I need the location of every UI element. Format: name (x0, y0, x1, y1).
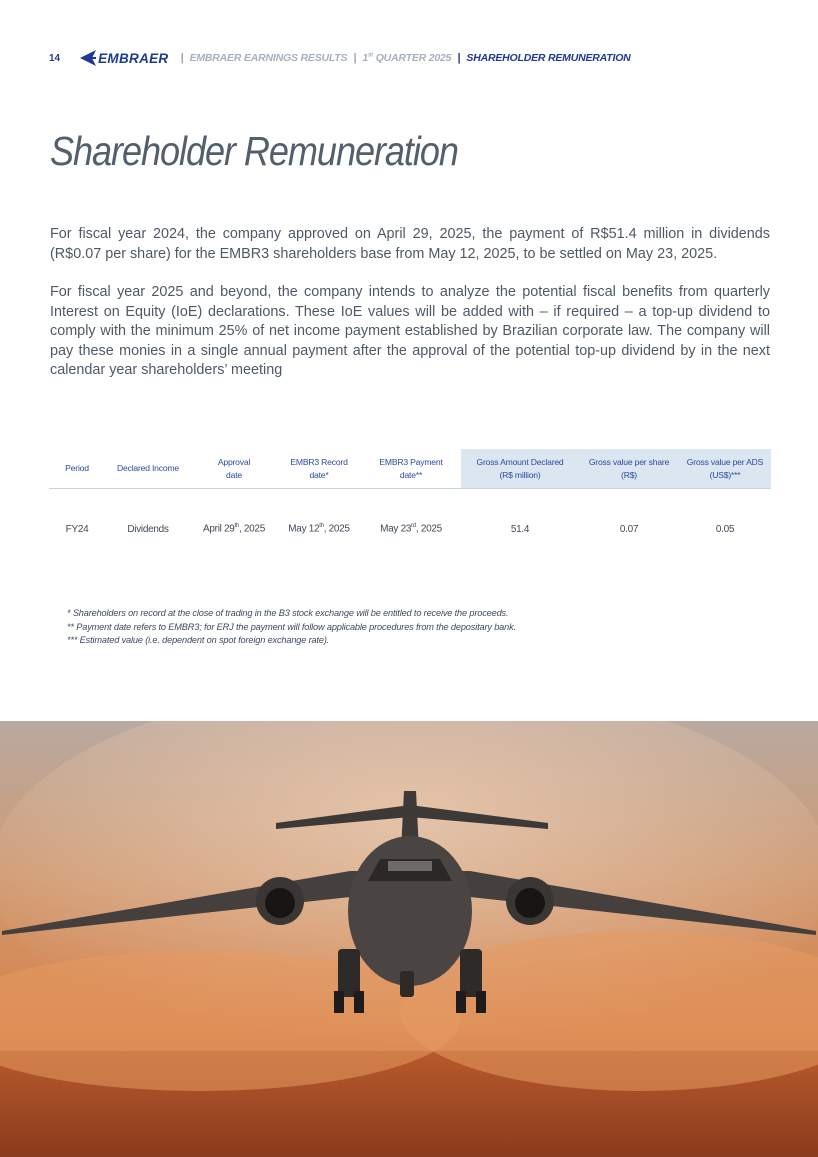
page-number: 14 (49, 52, 61, 64)
aircraft-photo (0, 721, 818, 1157)
breadcrumb-section: SHAREHOLDER REMUNERATION (466, 52, 631, 64)
cell-declared-income: Dividends (127, 523, 169, 535)
cell-payment-date: May 23rd, 2025 (380, 523, 442, 535)
page-title: Shareholder Remuneration (50, 128, 458, 174)
table-header-row (49, 449, 771, 489)
breadcrumb-report: EMBRAER EARNINGS RESULTS (189, 52, 348, 64)
military-transport-aircraft-icon (0, 721, 818, 1157)
page-header (49, 50, 631, 66)
footnote-record-date: * Shareholders on record at the close of trading in the B3 stock exchange will be entitled to receive the proceeds. (67, 608, 509, 618)
cell-value-per-share: 0.07 (619, 523, 639, 535)
header-declared-income: Declared Income (105, 449, 191, 489)
breadcrumb-separator: | (180, 52, 184, 64)
header-record-date: EMBR3 Record date* (277, 449, 361, 489)
logo-wordmark: EMBRAER (98, 50, 169, 66)
breadcrumb-separator: | (457, 52, 461, 64)
embraer-chevron-icon (77, 50, 97, 66)
breadcrumb-quarter: 1st QUARTER 2025 (362, 52, 452, 64)
cell-approval-date: April 29th, 2025 (203, 523, 265, 535)
header-value-per-share: Gross value per share (R$) (579, 449, 679, 489)
header-value-per-ads: Gross value per ADS (US$)*** (679, 449, 771, 489)
cell-period: FY24 (65, 523, 89, 535)
header-approval-date: Approval date (191, 449, 277, 489)
breadcrumb-separator: | (353, 52, 357, 64)
cell-gross-amount: 51.4 (510, 523, 530, 535)
paragraph-fy2025-policy: For fiscal year 2025 and beyond, the company intends to analyze the potential fiscal benefits from quarterly Interest on Equity (IoE) declarations. These IoE values will be added with – if required – a top-up dividend to comply with the minimum 25% of net income payment established by Brazilian corporate law. The company will pay these monies in a single annual payment after the approval of the potential top-up dividend by in the next calendar year shareholders’ meeting (50, 284, 770, 378)
paragraph-fy2024-dividends: For fiscal year 2024, the company approved on April 29, 2025, the payment of R$51.4 million in dividends (R$0.07 per share) for the EMBR3 shareholders base from May 12, 2025, to be settled on May 23, 2025. (50, 226, 770, 262)
embraer-logo (77, 50, 168, 66)
cell-value-per-ads: 0.05 (715, 523, 735, 535)
table-row (49, 489, 771, 570)
header-gross-amount: Gross Amount Declared (R$ million) (461, 449, 579, 489)
header-period: Period (49, 449, 105, 489)
cell-record-date: May 12th, 2025 (288, 523, 350, 535)
header-payment-date: EMBR3 Payment date** (361, 449, 461, 489)
footnote-payment-date: ** Payment date refers to EMBR3; for ERJ the payment will follow applicable procedures from the depositary bank. (67, 621, 516, 632)
footnotes (67, 607, 516, 648)
footnote-estimated-value: *** Estimated value (i.e. dependent on spot foreign exchange rate). (67, 635, 330, 645)
remuneration-table (49, 449, 771, 569)
